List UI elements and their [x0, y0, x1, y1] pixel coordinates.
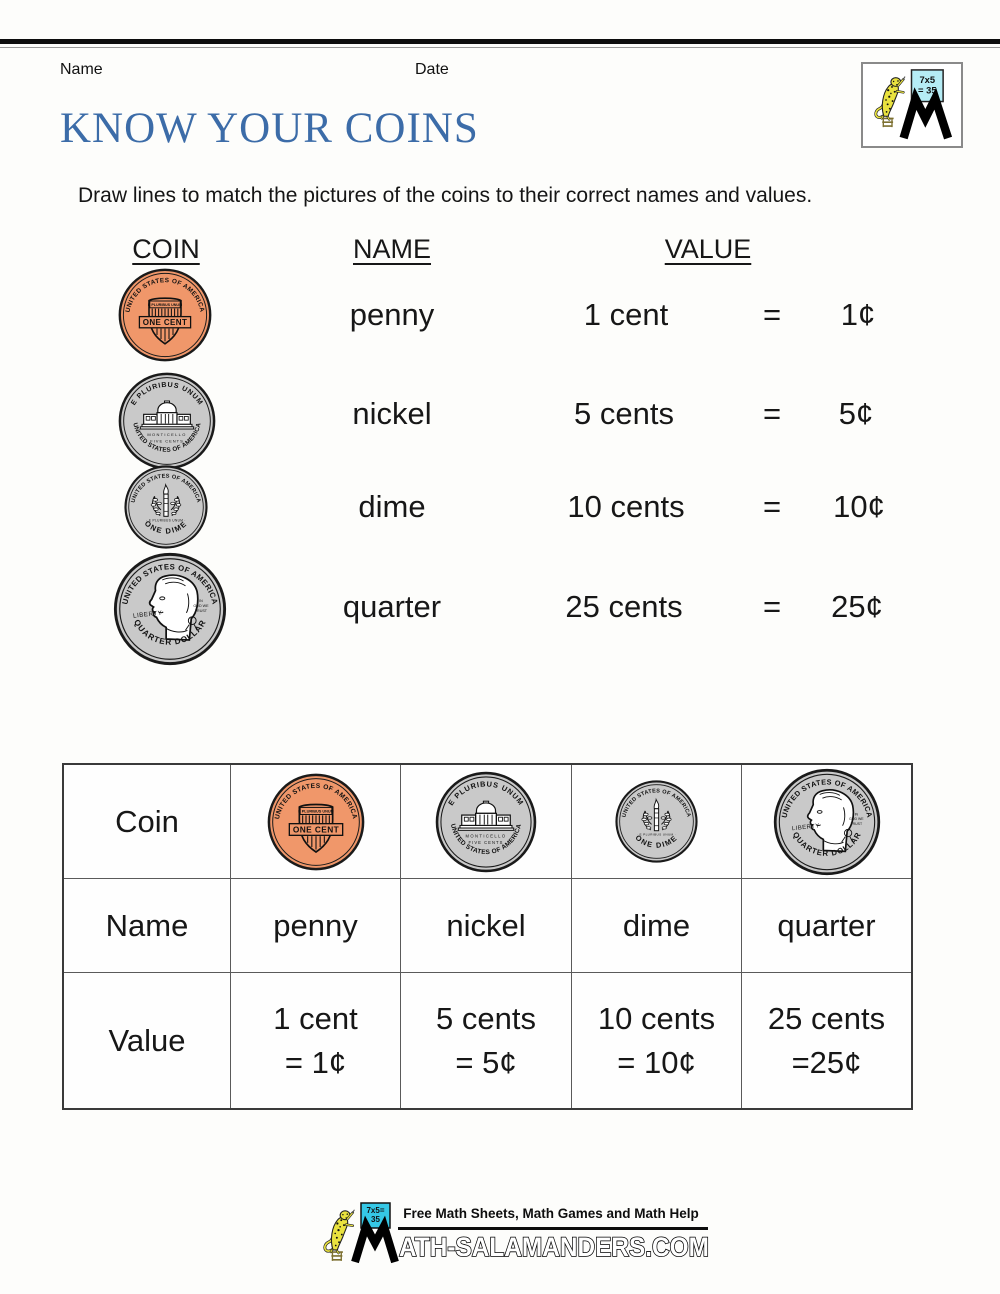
table-cell-value [401, 973, 572, 1108]
m-logo-icon [904, 99, 948, 139]
table-cell-coin-penny [231, 765, 401, 879]
table-cell-value [742, 973, 911, 1108]
value-line1: 1 cent [273, 1000, 358, 1036]
coin-value-cents: 10 cents [567, 489, 685, 524]
nickel-coin-image [117, 371, 217, 471]
column-header-value: VALUE [664, 234, 752, 264]
coin-value-symbol: 5¢ [838, 396, 874, 431]
footer-site-name [396, 1231, 714, 1263]
coin-name: dime [358, 489, 426, 524]
instructions: Draw lines to match the pictures of the coins to their correct names and values. [78, 184, 813, 207]
table-cell-coin-dime [572, 765, 742, 879]
table-row-label-coin: Coin [64, 765, 231, 879]
coin-value-symbol: 25¢ [831, 589, 883, 624]
page-title: KNOW YOUR COINS [60, 105, 479, 152]
value-line2: = 10¢ [617, 1044, 696, 1080]
table-row-label-name: Name [64, 879, 231, 973]
table-cell-coin-quarter [742, 765, 911, 879]
coin-value-cents: 5 cents [574, 396, 674, 431]
penny-coin-image [117, 267, 213, 363]
penny-coin-image [266, 772, 366, 872]
table-cell-name: dime [572, 879, 742, 973]
table-row-label-value: Value [64, 973, 231, 1108]
value-line1: 25 cents [767, 1000, 886, 1036]
site-logo-box [861, 62, 963, 148]
quarter-coin-image [772, 767, 882, 877]
salamander-icon [325, 1210, 355, 1261]
column-header-coin: COIN [132, 234, 200, 264]
coin-name: quarter [342, 589, 442, 624]
value-line2: = 5¢ [455, 1044, 517, 1080]
table-cell-coin-nickel [401, 765, 572, 879]
board-equation-line2: 35 [371, 1215, 380, 1224]
table-cell-name: nickel [401, 879, 572, 973]
equals-sign: = [762, 589, 782, 624]
date-label: Date [415, 61, 449, 78]
nickel-coin-image [434, 770, 538, 874]
site-logo [863, 64, 961, 146]
board-equation-line1: 7x5 [919, 74, 936, 85]
footer-rule [398, 1227, 708, 1230]
coin-name: penny [349, 297, 435, 332]
table-cell-value [572, 973, 742, 1108]
m-logo-icon [355, 1226, 395, 1262]
top-rule-shadow [0, 47, 1000, 49]
column-header-name: NAME [352, 234, 432, 264]
value-line2: = 1¢ [284, 1044, 347, 1080]
equals-sign: = [762, 489, 782, 524]
summary-table [62, 763, 913, 1110]
board-equation-line1: 7x5= [366, 1206, 385, 1215]
dime-coin-image [614, 779, 699, 864]
value-line1: 5 cents [436, 1000, 536, 1036]
table-cell-name: quarter [742, 879, 911, 973]
equals-sign: = [762, 297, 782, 332]
quarter-coin-image [112, 551, 228, 667]
value-line1: 10 cents [597, 1000, 716, 1036]
site-name-text: ATH-SALAMANDERS.COM [399, 1232, 709, 1262]
table-cell-name: penny [231, 879, 401, 973]
coin-value-symbol: 10¢ [833, 489, 885, 524]
footer-logo [320, 1198, 406, 1266]
table-cell-value [231, 973, 401, 1108]
coin-name: nickel [352, 396, 432, 431]
top-rule [0, 39, 1000, 44]
value-line2: =25¢ [791, 1044, 862, 1080]
equals-sign: = [762, 396, 782, 431]
coin-value-cents: 25 cents [565, 589, 683, 624]
name-label: Name [60, 61, 103, 78]
salamander-icon [876, 77, 905, 128]
board-equation-line2: = 35 [918, 85, 937, 96]
coin-value-cents: 1 cent [583, 297, 669, 332]
footer-tagline: Free Math Sheets, Math Games and Math Help [403, 1206, 699, 1221]
coin-value-symbol: 1¢ [840, 297, 876, 332]
dime-coin-image [123, 464, 209, 550]
